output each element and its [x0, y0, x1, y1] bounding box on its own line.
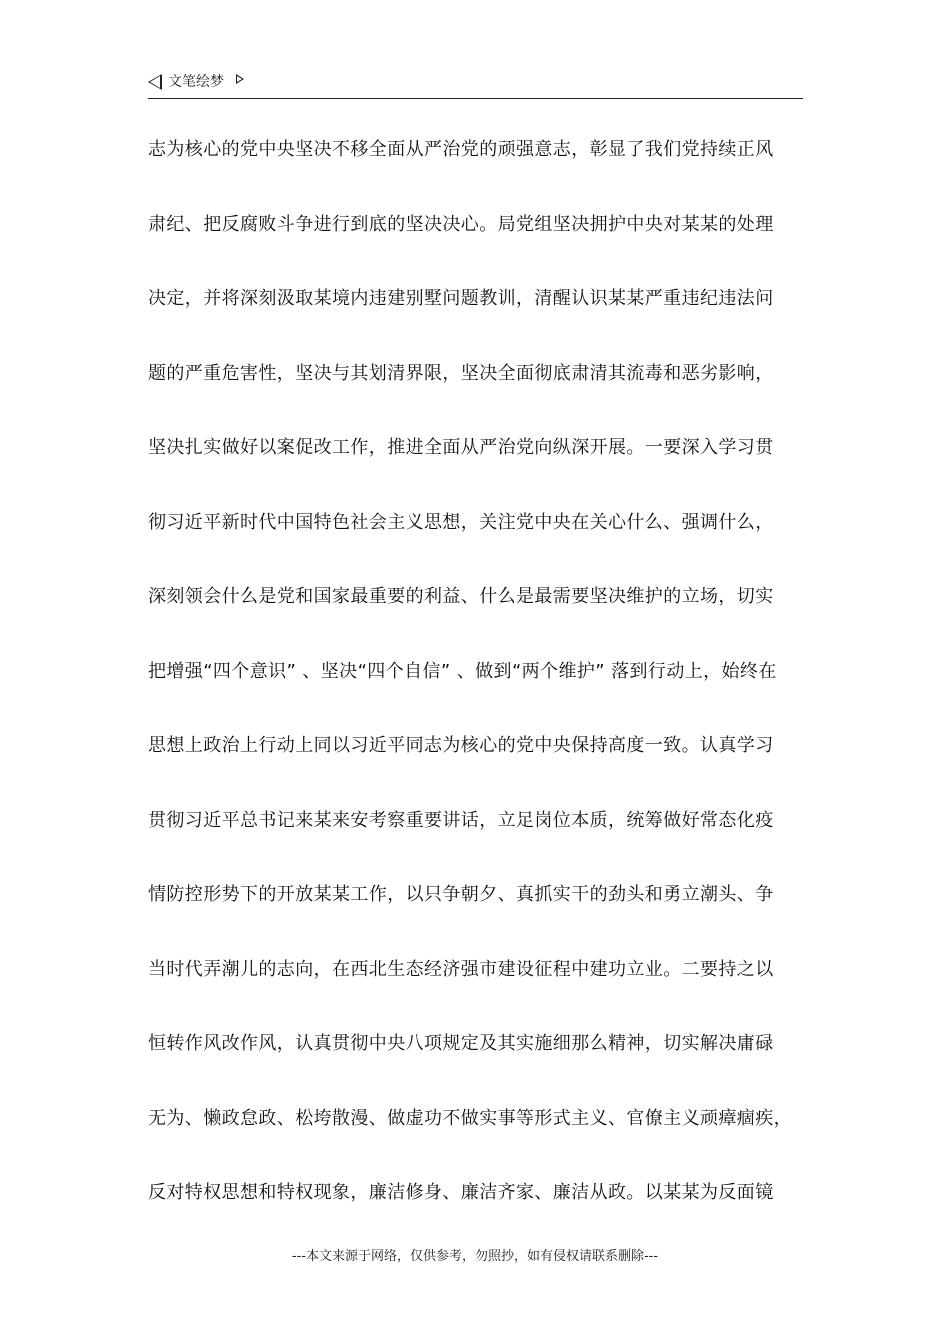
- text-line: 决定，并将深刻汲取某境内违建别墅问题教训，清醒认识某某严重违纪违法问: [148, 288, 774, 309]
- text-line: 反对特权思想和特权现象，廉洁修身、廉洁齐家、廉洁从政。以某某为反面镜: [148, 1182, 774, 1203]
- text-line: 深刻领会什么是党和国家最重要的利益、什么是最需要坚决维护的立场，切实: [148, 586, 774, 607]
- header-title: 文笔绘梦: [168, 74, 224, 90]
- text-line: 恒转作风改作风，认真贯彻中央八项规定及其实施细那么精神，切实解决庸碌: [148, 1033, 774, 1054]
- text-line: 题的严重危害性，坚决与其划清界限，坚决全面彻底肃清其流毒和恶劣影响，: [148, 362, 774, 384]
- page-footer: ---本文来源于网络，仅供参考，勿照抄，如有侵权请联系删除---: [291, 1249, 659, 1264]
- text-line: 思想上政治上行动上同以习近平同志为核心的党中央保持高度一致。认真学习: [148, 735, 774, 756]
- document-body: [148, 132, 818, 1250]
- text-line: 无为、懒政怠政、松垮散漫、做虚功不做实事等形式主义、官僚主义顽瘴痼疾，: [148, 1107, 792, 1129]
- page-header: [148, 70, 803, 99]
- text-line: 当时代弄潮儿的志向，在西北生态经济强市建设征程中建功立业。二要持之以: [148, 958, 774, 980]
- triangle-left-icon: [148, 74, 162, 90]
- text-line: 坚决扎实做好以案促改工作，推进全面从严治党向纵深开展。一要深入学习贯: [148, 437, 774, 458]
- text-line: 贯彻习近平总书记来某来安考察重要讲话，立足岗位本质，统筹做好常态化疫: [148, 809, 774, 831]
- triangle-right-icon: [236, 74, 244, 84]
- text-line: 情防控形势下的开放某某工作，以只争朝夕、真抓实干的劲头和勇立潮头、争: [148, 884, 774, 905]
- text-line: 彻习近平新时代中国特色社会主义思想，关注党中央在关心什么、强调什么，: [148, 511, 774, 533]
- text-line: 志为核心的党中央坚决不移全面从严治党的顽强意志，彰显了我们党持续正风: [148, 139, 774, 160]
- text-line: 把增强“四个意识” 、坚决“四个自信” 、做到“两个维护” 落到行动上，始终在: [148, 660, 777, 682]
- text-line: 肃纪、把反腐败斗争进行到底的坚决决心。局党组坚决拥护中央对某某的处理: [148, 213, 774, 235]
